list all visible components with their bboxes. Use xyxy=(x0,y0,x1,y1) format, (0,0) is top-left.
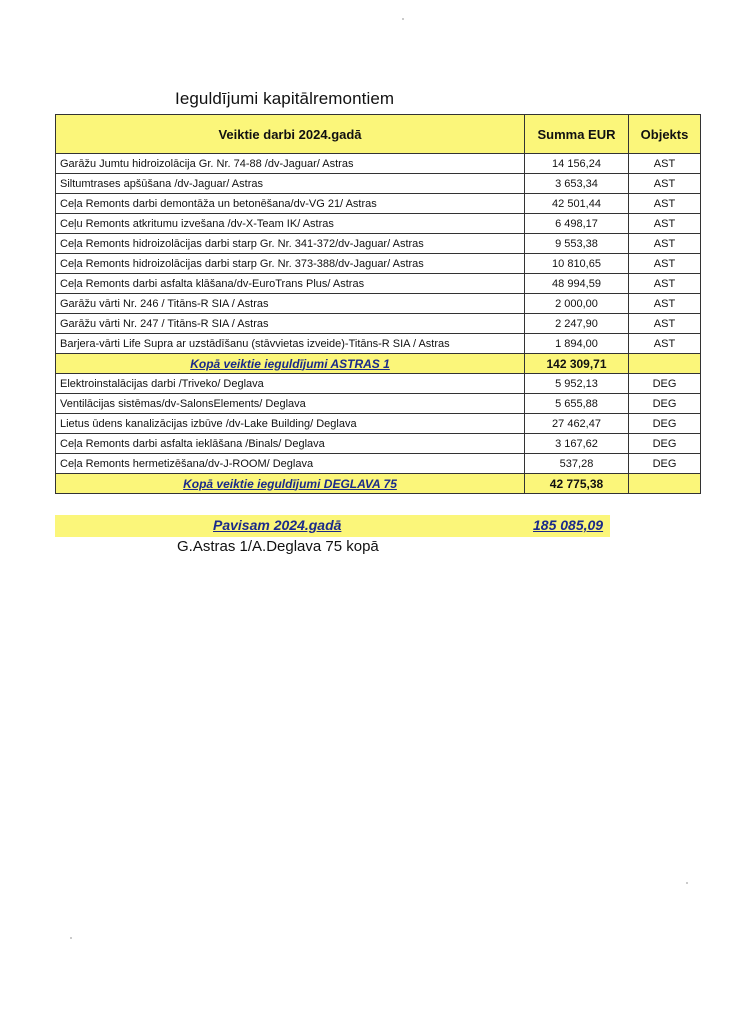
work-sum: 42 501,44 xyxy=(525,194,629,214)
table-row xyxy=(56,414,701,434)
work-description: Ceļa Remonts darbi asfalta klāšana/dv-EuroTrans Plus/ Astras xyxy=(56,274,525,294)
table-row xyxy=(56,274,701,294)
work-description: Siltumtrases apšūšana /dv-Jaguar/ Astras xyxy=(56,174,525,194)
work-object: DEG xyxy=(629,374,701,394)
table-row xyxy=(56,454,701,474)
work-sum: 2 247,90 xyxy=(525,314,629,334)
table-row xyxy=(56,234,701,254)
works-column-header: Veiktie darbi 2024.gadā xyxy=(56,115,525,154)
work-sum: 5 952,13 xyxy=(525,374,629,394)
page-title: Ieguldījumi kapitālremontiem xyxy=(175,89,395,108)
work-description: Garāžu vārti Nr. 247 / Titāns-R SIA / Astras xyxy=(56,314,525,334)
work-sum: 5 655,88 xyxy=(525,394,629,414)
work-sum: 1 894,00 xyxy=(525,334,629,354)
deglava-subtotal-sum: 42 775,38 xyxy=(525,474,629,494)
work-description: Ceļu Remonts atkritumu izvešana /dv-X-Team IK/ Astras xyxy=(56,214,525,234)
work-object: AST xyxy=(629,294,701,314)
work-description: Ceļa Remonts darbi demontāža un betonēšana/dv-VG 21/ Astras xyxy=(56,194,525,214)
work-object: AST xyxy=(629,214,701,234)
work-description: Garāžu vārti Nr. 246 / Titāns-R SIA / Astras xyxy=(56,294,525,314)
table-row xyxy=(56,154,701,174)
table-row xyxy=(56,194,701,214)
astras-subtotal-row xyxy=(56,354,701,374)
investments-table xyxy=(55,114,701,494)
scan-speck xyxy=(402,18,404,20)
work-sum: 48 994,59 xyxy=(525,274,629,294)
deglava-subtotal-empty xyxy=(629,474,701,494)
deglava-subtotal-row xyxy=(56,474,701,494)
work-sum: 27 462,47 xyxy=(525,414,629,434)
work-object: AST xyxy=(629,194,701,214)
object-column-header: Objekts xyxy=(629,115,701,154)
work-description: Ventilācijas sistēmas/dv-SalonsElements/ Deglava xyxy=(56,394,525,414)
work-sum: 9 553,38 xyxy=(525,234,629,254)
work-sum: 3 653,34 xyxy=(525,174,629,194)
table-row xyxy=(56,214,701,234)
work-object: AST xyxy=(629,334,701,354)
work-object: AST xyxy=(629,274,701,294)
scan-speck xyxy=(70,937,72,939)
scan-speck xyxy=(686,882,688,884)
work-sum: 2 000,00 xyxy=(525,294,629,314)
grand-total-note: G.Astras 1/A.Deglava 75 kopā xyxy=(177,538,379,555)
work-description: Garāžu Jumtu hidroizolācija Gr. Nr. 74-88 /dv-Jaguar/ Astras xyxy=(56,154,525,174)
table-row xyxy=(56,294,701,314)
table-row xyxy=(56,314,701,334)
table-header-row xyxy=(56,115,701,154)
work-object: AST xyxy=(629,154,701,174)
table-row xyxy=(56,374,701,394)
work-object: AST xyxy=(629,174,701,194)
work-sum: 3 167,62 xyxy=(525,434,629,454)
work-sum: 10 810,65 xyxy=(525,254,629,274)
astras-subtotal-empty xyxy=(629,354,701,374)
astras-subtotal-label: Kopā veiktie ieguldījumi ASTRAS 1 xyxy=(56,354,525,374)
work-sum: 6 498,17 xyxy=(525,214,629,234)
sum-column-header: Summa EUR xyxy=(525,115,629,154)
work-object: DEG xyxy=(629,454,701,474)
table-row xyxy=(56,394,701,414)
work-object: DEG xyxy=(629,434,701,454)
deglava-subtotal-label: Kopā veiktie ieguldījumi DEGLAVA 75 xyxy=(56,474,525,494)
work-object: AST xyxy=(629,314,701,334)
work-description: Ceļa Remonts hidroizolācijas darbi starp Gr. Nr. 341-372/dv-Jaguar/ Astras xyxy=(56,234,525,254)
work-sum: 14 156,24 xyxy=(525,154,629,174)
work-description: Elektroinstalācijas darbi /Triveko/ Deglava xyxy=(56,374,525,394)
work-object: AST xyxy=(629,254,701,274)
work-object: DEG xyxy=(629,394,701,414)
work-description: Ceļa Remonts darbi asfalta ieklāšana /Binals/ Deglava xyxy=(56,434,525,454)
grand-total-label: Pavisam 2024.gadā xyxy=(213,517,342,533)
work-object: AST xyxy=(629,234,701,254)
work-object: DEG xyxy=(629,414,701,434)
work-description: Lietus ūdens kanalizācijas izbūve /dv-Lake Building/ Deglava xyxy=(56,414,525,434)
grand-total-bar xyxy=(55,515,610,537)
table-row xyxy=(56,334,701,354)
astras-subtotal-sum: 142 309,71 xyxy=(525,354,629,374)
table-row xyxy=(56,254,701,274)
work-description: Barjera-vārti Life Supra ar uzstādīšanu (stāvvietas izveide)-Titāns-R SIA / Astras xyxy=(56,334,525,354)
table-row xyxy=(56,174,701,194)
table-row xyxy=(56,434,701,454)
grand-total-value: 185 085,09 xyxy=(533,517,604,533)
work-description: Ceļa Remonts hidroizolācijas darbi starp Gr. Nr. 373-388/dv-Jaguar/ Astras xyxy=(56,254,525,274)
work-sum: 537,28 xyxy=(525,454,629,474)
work-description: Ceļa Remonts hermetizēšana/dv-J-ROOM/ Deglava xyxy=(56,454,525,474)
